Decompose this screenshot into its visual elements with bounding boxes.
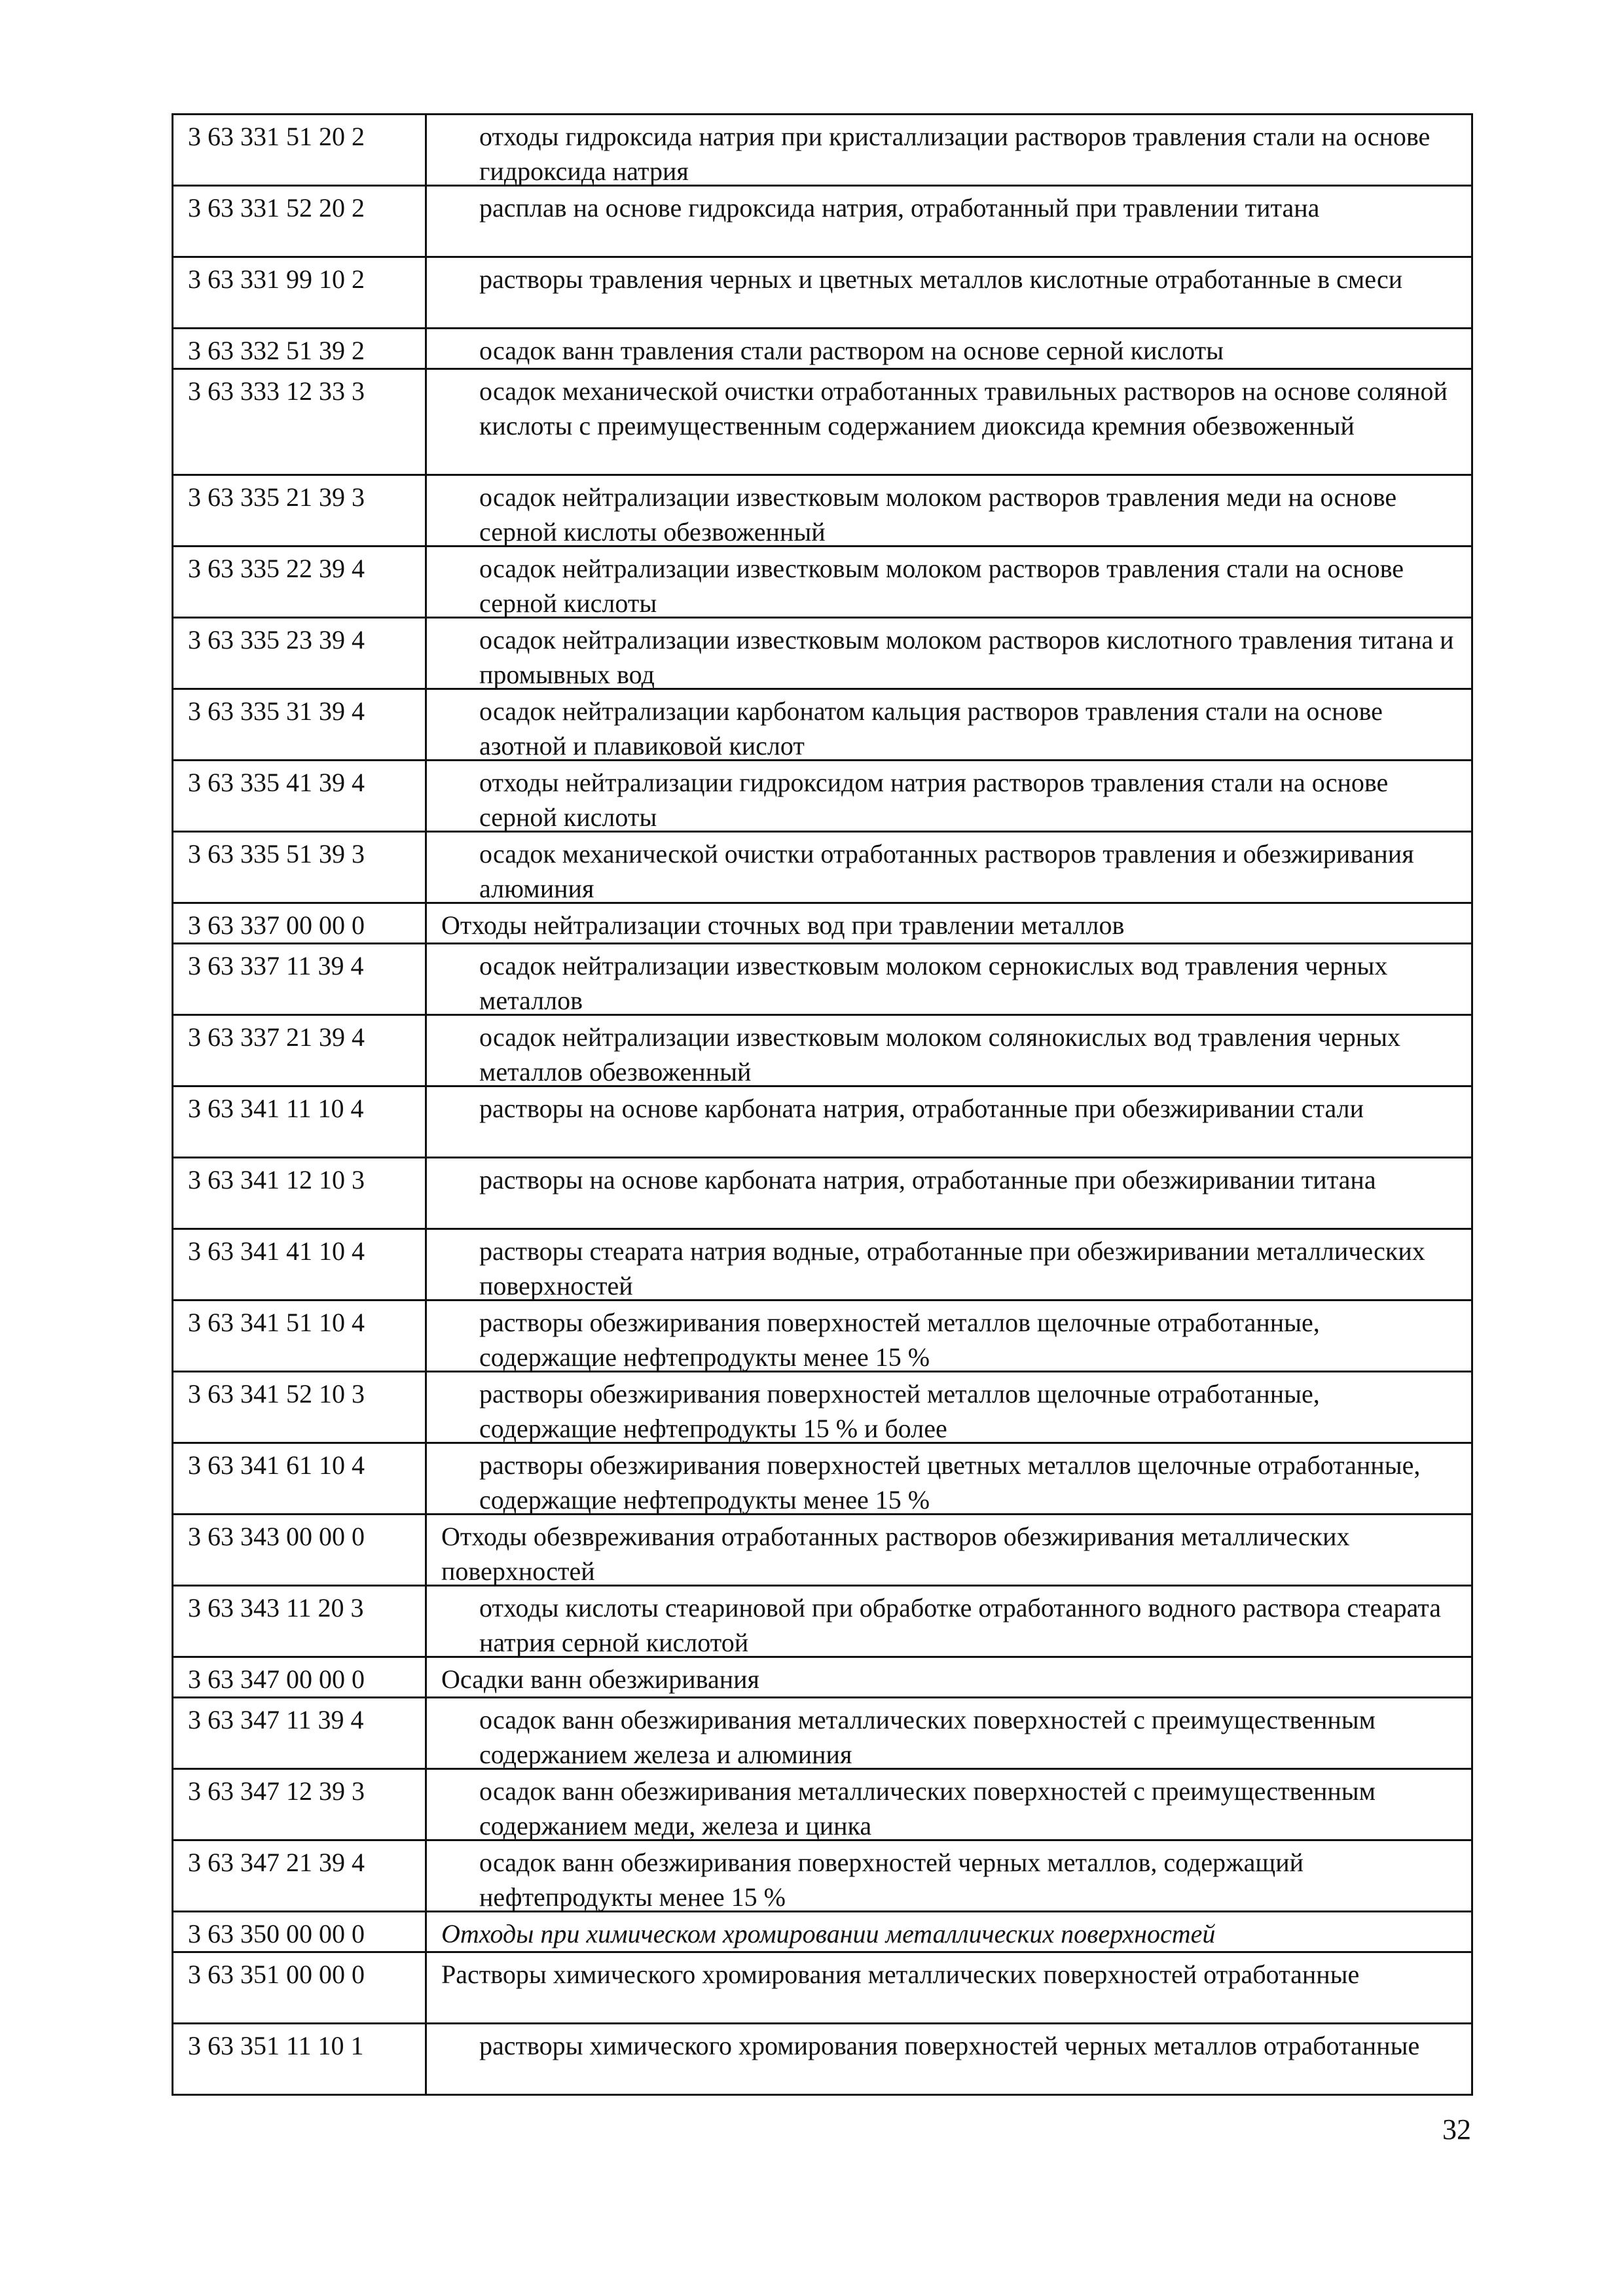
page-number: 32 bbox=[1442, 2113, 1471, 2145]
row-description: Отходы при химическом хромировании металлических поверхностей bbox=[427, 1912, 1473, 1951]
table-row bbox=[173, 476, 1473, 547]
table-row bbox=[173, 1158, 1473, 1230]
row-description: осадок нейтрализации известковым молоком растворов травления стали на основе серной кислоты bbox=[427, 547, 1473, 617]
row-description: осадок нейтрализации известковым молоком солянокислых вод травления черных металлов обезвоженный bbox=[427, 1016, 1473, 1085]
table-row bbox=[173, 258, 1473, 329]
row-code: 3 63 343 11 20 3 bbox=[173, 1587, 427, 1656]
row-code: 3 63 335 31 39 4 bbox=[173, 690, 427, 759]
row-description: растворы химического хромирования поверхностей черных металлов отработанные bbox=[427, 2024, 1473, 2094]
table-row bbox=[173, 1301, 1473, 1372]
row-code: 3 63 347 21 39 4 bbox=[173, 1841, 427, 1910]
row-code: 3 63 347 11 39 4 bbox=[173, 1698, 427, 1768]
row-code: 3 63 351 11 10 1 bbox=[173, 2024, 427, 2094]
row-description: Отходы обезвреживания отработанных растворов обезжиривания металлических поверхностей bbox=[427, 1515, 1473, 1585]
row-description: осадок нейтрализации известковым молоком растворов травления меди на основе серной кислоты обезвоженный bbox=[427, 476, 1473, 545]
table-row bbox=[173, 329, 1473, 370]
table-row bbox=[173, 115, 1473, 187]
row-code: 3 63 351 00 00 0 bbox=[173, 1953, 427, 2022]
row-description: осадок ванн обезжиривания металлических поверхностей с преимущественным содержанием железа и алюминия bbox=[427, 1698, 1473, 1768]
table-row bbox=[173, 547, 1473, 619]
row-code: 3 63 337 00 00 0 bbox=[173, 904, 427, 942]
table-row bbox=[173, 690, 1473, 761]
waste-classification-table bbox=[172, 113, 1473, 2096]
table-row bbox=[173, 1230, 1473, 1301]
row-description: отходы нейтрализации гидроксидом натрия растворов травления стали на основе серной кислоты bbox=[427, 761, 1473, 831]
table-row bbox=[173, 187, 1473, 258]
row-description: Отходы нейтрализации сточных вод при травлении металлов bbox=[427, 904, 1473, 942]
row-description: отходы гидроксида натрия при кристаллизации растворов травления стали на основе гидроксида натрия bbox=[427, 115, 1473, 185]
row-description: расплав на основе гидроксида натрия, отработанный при травлении титана bbox=[427, 187, 1473, 256]
row-description: Растворы химического хромирования металлических поверхностей отработанные bbox=[427, 1953, 1473, 2022]
row-code: 3 63 335 23 39 4 bbox=[173, 619, 427, 688]
table-row bbox=[173, 944, 1473, 1016]
table-row-section bbox=[173, 1912, 1473, 1953]
row-code: 3 63 335 21 39 3 bbox=[173, 476, 427, 545]
row-code: 3 63 343 00 00 0 bbox=[173, 1515, 427, 1585]
row-code: 3 63 335 22 39 4 bbox=[173, 547, 427, 617]
row-description: осадок нейтрализации карбонатом кальция растворов травления стали на основе азотной и плавиковой кислот bbox=[427, 690, 1473, 759]
row-description: растворы травления черных и цветных металлов кислотные отработанные в смеси bbox=[427, 258, 1473, 327]
row-code: 3 63 331 52 20 2 bbox=[173, 187, 427, 256]
row-code: 3 63 333 12 33 3 bbox=[173, 370, 427, 474]
row-description: осадок механической очистки отработанных растворов травления и обезжиривания алюминия bbox=[427, 833, 1473, 902]
row-code: 3 63 331 51 20 2 bbox=[173, 115, 427, 185]
table-row bbox=[173, 2024, 1473, 2096]
row-description: растворы стеарата натрия водные, отработанные при обезжиривании металлических поверхностей bbox=[427, 1230, 1473, 1299]
row-description: осадок ванн травления стали раствором на основе серной кислоты bbox=[427, 329, 1473, 368]
table-row-group bbox=[173, 1658, 1473, 1698]
row-code: 3 63 341 12 10 3 bbox=[173, 1158, 427, 1228]
row-code: 3 63 335 51 39 3 bbox=[173, 833, 427, 902]
row-description: Осадки ванн обезжиривания bbox=[427, 1658, 1473, 1696]
row-code: 3 63 335 41 39 4 bbox=[173, 761, 427, 831]
row-description: осадок механической очистки отработанных травильных растворов на основе соляной кислоты с преимущественным содержанием диоксида кремния обезвоженный bbox=[427, 370, 1473, 474]
row-code: 3 63 332 51 39 2 bbox=[173, 329, 427, 368]
table-row bbox=[173, 761, 1473, 833]
table-row-group bbox=[173, 1515, 1473, 1587]
table-row bbox=[173, 1016, 1473, 1087]
row-code: 3 63 341 52 10 3 bbox=[173, 1372, 427, 1442]
table-row bbox=[173, 1841, 1473, 1912]
row-code: 3 63 347 12 39 3 bbox=[173, 1770, 427, 1839]
row-description: осадок нейтрализации известковым молоком растворов кислотного травления титана и промывных вод bbox=[427, 619, 1473, 688]
row-code: 3 63 337 11 39 4 bbox=[173, 944, 427, 1014]
row-code: 3 63 341 61 10 4 bbox=[173, 1444, 427, 1513]
table-row bbox=[173, 1770, 1473, 1841]
row-description: отходы кислоты стеариновой при обработке отработанного водного раствора стеарата натрия серной кислотой bbox=[427, 1587, 1473, 1656]
row-code: 3 63 331 99 10 2 bbox=[173, 258, 427, 327]
row-code: 3 63 347 00 00 0 bbox=[173, 1658, 427, 1696]
table-row bbox=[173, 619, 1473, 690]
row-description: осадок ванн обезжиривания металлических поверхностей с преимущественным содержанием меди, железа и цинка bbox=[427, 1770, 1473, 1839]
table-row bbox=[173, 1087, 1473, 1158]
row-description: растворы обезжиривания поверхностей цветных металлов щелочные отработанные, содержащие нефтепродукты менее 15 % bbox=[427, 1444, 1473, 1513]
row-description: растворы обезжиривания поверхностей металлов щелочные отработанные, содержащие нефтепродукты 15 % и более bbox=[427, 1372, 1473, 1442]
row-description: растворы на основе карбоната натрия, отработанные при обезжиривании стали bbox=[427, 1087, 1473, 1157]
table-row bbox=[173, 833, 1473, 904]
table-row-group bbox=[173, 1953, 1473, 2024]
table-row bbox=[173, 1372, 1473, 1444]
row-description: осадок нейтрализации известковым молоком сернокислых вод травления черных металлов bbox=[427, 944, 1473, 1014]
row-description: растворы на основе карбоната натрия, отработанные при обезжиривании титана bbox=[427, 1158, 1473, 1228]
row-description: осадок ванн обезжиривания поверхностей черных металлов, содержащий нефтепродукты менее 15 % bbox=[427, 1841, 1473, 1910]
table-row bbox=[173, 370, 1473, 476]
table-row bbox=[173, 1444, 1473, 1515]
table-row-group bbox=[173, 904, 1473, 944]
table-row bbox=[173, 1587, 1473, 1658]
table-row bbox=[173, 1698, 1473, 1770]
row-code: 3 63 341 41 10 4 bbox=[173, 1230, 427, 1299]
row-code: 3 63 341 51 10 4 bbox=[173, 1301, 427, 1371]
row-description: растворы обезжиривания поверхностей металлов щелочные отработанные, содержащие нефтепродукты менее 15 % bbox=[427, 1301, 1473, 1371]
row-code: 3 63 350 00 00 0 bbox=[173, 1912, 427, 1951]
row-code: 3 63 337 21 39 4 bbox=[173, 1016, 427, 1085]
row-code: 3 63 341 11 10 4 bbox=[173, 1087, 427, 1157]
